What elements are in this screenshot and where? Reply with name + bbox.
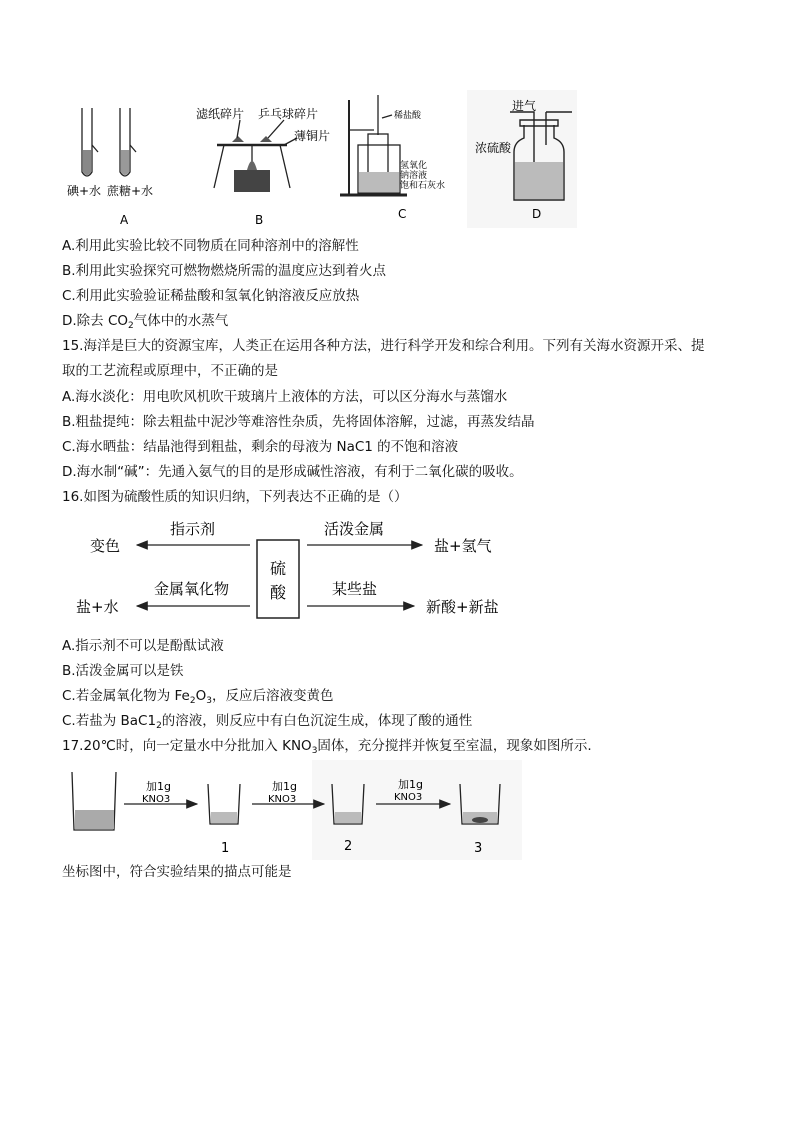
diagram-top-left-result: 变色 [90, 537, 121, 555]
q16-option-c-sub2: 3 [206, 696, 212, 706]
q14-option-c: C.利用此实验验证稀盐酸和氢氧化钠溶液反应放热 [62, 288, 360, 304]
arrow-2-label-2: KNO3 [268, 794, 297, 805]
diagram-top-right-result: 盐+氢气 [434, 537, 492, 555]
diagram-center-box [257, 540, 299, 618]
figure-b-apparatus [214, 120, 297, 192]
q16-option-b: B.活泼金属可以是铁 [62, 663, 184, 679]
q14-option-b: B.利用此实验探究可燃物燃烧所需的温度应达到着火点 [62, 263, 387, 279]
figure-a-test-tubes [82, 108, 136, 176]
figure-a-label-left: 碘+水 [67, 184, 102, 198]
q16-option-c-mid: O [195, 688, 207, 704]
q16-option-c-sub1: 2 [189, 696, 196, 706]
diagram-top-right-label: 活泼金属 [324, 520, 385, 538]
figure-b-pingpong-label: 乒乓球碎片 [258, 107, 319, 121]
q17-beaker-figure [62, 760, 522, 860]
beaker-initial [72, 772, 116, 830]
q16-stem: 16.如图为硫酸性质的知识归纳，下列表达不正确的是（） [62, 489, 408, 505]
figure-d-caption: D [532, 207, 542, 221]
figure-c-lime-label: 饱和石灰水 [400, 181, 446, 191]
q16-option-c [62, 686, 333, 706]
arrow-3-label-1: 加1g [398, 778, 423, 791]
arrow-3-label-2: KNO3 [394, 792, 423, 803]
q16-option-d-post: 的溶液，则反应中有白色沉淀生成，体现了酸的通性 [161, 713, 473, 729]
q15-option-a: A.海水淡化：用电吹风机吹干玻璃片上液体的方法，可以区分海水与蒸馏水 [62, 389, 508, 405]
q16-option-c-post: ，反应后溶液变黄色 [211, 688, 334, 704]
arrow-1-label-2: KNO3 [142, 794, 171, 805]
arrow-1-label-1: 加1g [146, 780, 171, 793]
figure-b-caption: B [255, 213, 264, 227]
q14-option-a: A.利用此实验比较不同物质在同种溶剂中的溶解性 [62, 238, 359, 254]
q14-option-d [62, 311, 228, 331]
figure-c-naoh-label-1: 氢氧化 [400, 161, 428, 171]
q17-stem [62, 736, 592, 756]
arrow-2-label-1: 加1g [272, 780, 297, 793]
diagram-center-char-1: 硫 [270, 559, 287, 578]
q17-stem-pre: 17.20℃时，向一定量水中分批加入 KNO [62, 738, 312, 754]
figure-b-copper-label: 薄铜片 [294, 129, 331, 143]
q17-tail: 坐标图中，符合实验结果的描点可能是 [62, 864, 292, 880]
diagram-bottom-left-result: 盐+水 [76, 598, 119, 616]
beaker-1 [208, 784, 240, 824]
beaker-3-label: 3 [474, 841, 483, 856]
diagram-top-left-label: 指示剂 [170, 520, 216, 538]
q15-option-d: D.海水制“碱”：先通入氨气的目的是形成碱性溶液，有利于二氧化碳的吸收。 [62, 464, 523, 480]
diagram-bottom-right-result: 新酸+新盐 [426, 598, 499, 616]
figure-a-caption: A [120, 213, 129, 227]
q17-stem-sub: 3 [311, 746, 318, 756]
diagram-bottom-right-label: 某些盐 [332, 580, 378, 598]
q15-option-c: C.海水晒盐：结晶池得到粗盐，剩余的母液为 NaC1 的不饱和溶液 [62, 439, 459, 455]
figure-c-apparatus [340, 95, 407, 195]
q14-option-d-post: 气体中的水蒸气 [133, 313, 229, 329]
q17-stem-post: 固体，充分搅拌并恢复至室温，现象如图所示. [317, 738, 592, 754]
q14-option-d-sub: 2 [128, 321, 134, 331]
q14-option-d-pre: D.除去 CO [62, 313, 129, 329]
q15-stem-line2: 取的工艺流程或原理中，不正确的是 [62, 363, 278, 379]
figure-d-in-label: 进气 [512, 99, 537, 113]
figure-c-caption: C [398, 207, 407, 221]
diagram-center-char-2: 酸 [270, 583, 287, 602]
figure-c-acid-label: 稀盐酸 [394, 111, 422, 121]
q16-option-d-pre: C.若盐为 BaC1 [62, 713, 157, 729]
figure-c-naoh-label-2: 钠溶液 [400, 171, 428, 181]
figure-d-acid-label: 浓硫酸 [475, 141, 512, 155]
q15-stem-line1: 15.海洋是巨大的资源宝库，人类正在运用各种方法，进行科学开发和综合利用。下列有关海水资源开采、提 [62, 338, 705, 354]
q16-option-d-sub: 2 [156, 721, 162, 731]
figure-b-filter-label: 滤纸碎片 [196, 107, 245, 121]
figure-a-label-right: 蔗糖+水 [107, 184, 154, 198]
beaker-1-label: 1 [221, 841, 230, 856]
q16-option-a: A.指示剂不可以是酚酞试液 [62, 638, 224, 654]
diagram-bottom-left-label: 金属氧化物 [154, 580, 230, 598]
q16-option-c-pre: C.若金属氧化物为 Fe [62, 688, 190, 704]
q14-figure [62, 90, 582, 230]
beaker-2-label: 2 [344, 839, 353, 854]
q16-option-d [62, 711, 472, 731]
q16-sulfuric-acid-diagram [62, 512, 542, 632]
q15-option-b: B.粗盐提纯：除去粗盐中泥沙等难溶性杂质，先将固体溶解，过滤，再蒸发结晶 [62, 414, 535, 430]
